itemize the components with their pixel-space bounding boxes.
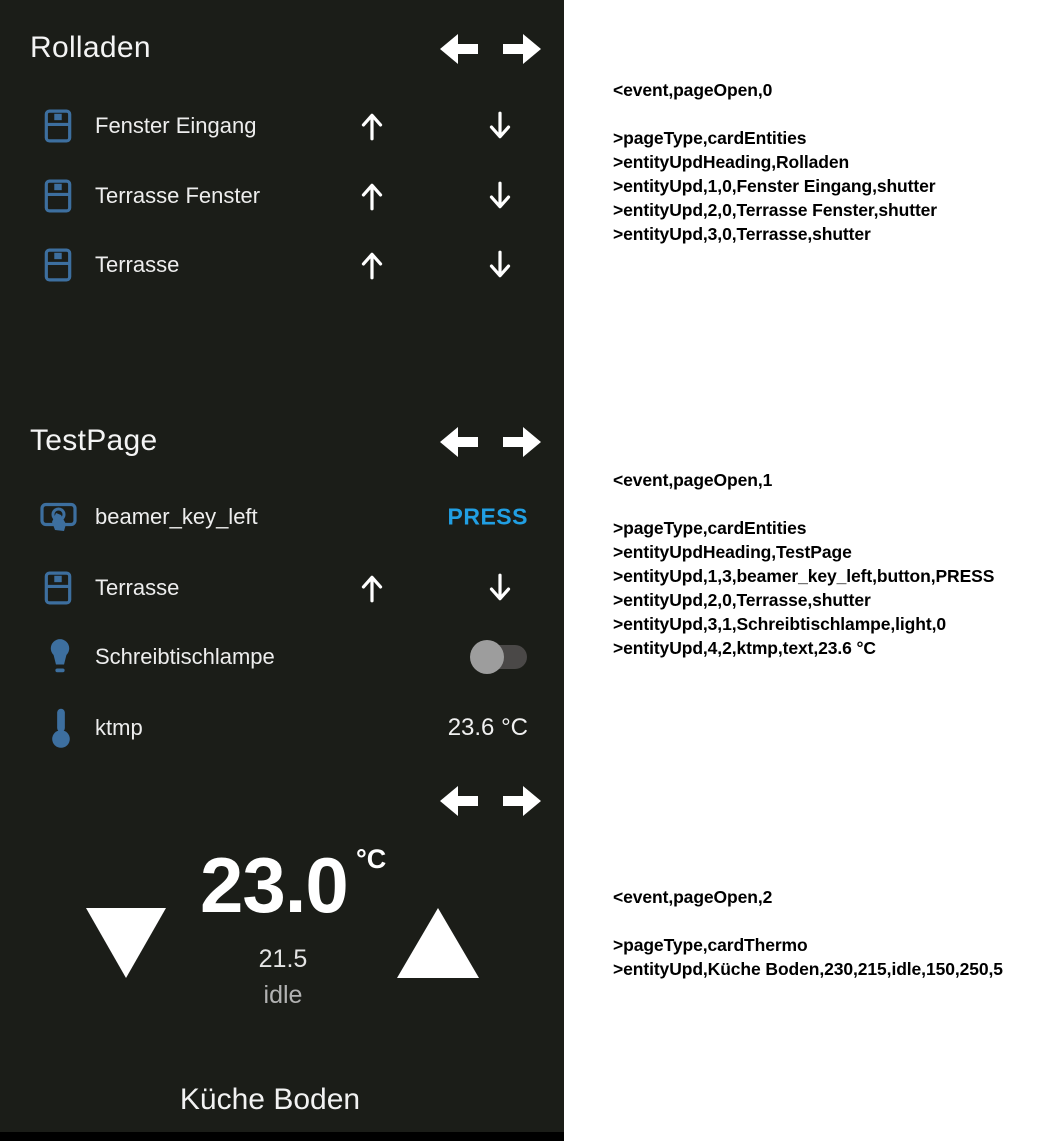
protocol-line: >entityUpd,2,0,Terrasse Fenster,shutter bbox=[613, 200, 938, 220]
tap-button-icon bbox=[40, 500, 77, 534]
shutter-down-button[interactable] bbox=[487, 110, 513, 142]
page-title: TestPage bbox=[30, 424, 158, 457]
shutter-icon bbox=[44, 179, 72, 213]
entity-row bbox=[0, 245, 564, 285]
triangle-down-icon bbox=[86, 908, 166, 978]
lightbulb-icon bbox=[46, 638, 74, 676]
entity-label: beamer_key_left bbox=[95, 504, 258, 529]
arrow-left-icon bbox=[440, 786, 478, 816]
shutter-up-button[interactable] bbox=[359, 572, 385, 604]
protocol-line: >entityUpd,1,0,Fenster Eingang,shutter bbox=[613, 176, 936, 196]
triangle-up-icon bbox=[397, 908, 479, 978]
temperature-unit: °C bbox=[356, 844, 387, 874]
shutter-down-button[interactable] bbox=[487, 572, 513, 604]
entity-label: Terrasse bbox=[95, 575, 180, 600]
protocol-line: >entityUpd,1,3,beamer_key_left,button,PRESS bbox=[613, 566, 995, 586]
shutter-up-button[interactable] bbox=[359, 249, 385, 281]
temp-down-button[interactable] bbox=[86, 908, 166, 978]
entity-label: ktmp bbox=[95, 715, 143, 740]
arrow-left-icon bbox=[440, 427, 478, 457]
shutter-up-button[interactable] bbox=[359, 180, 385, 212]
shutter-up-button[interactable] bbox=[359, 110, 385, 142]
press-button[interactable]: PRESS bbox=[447, 503, 528, 530]
arrow-right-icon bbox=[503, 427, 541, 457]
protocol-line: >pageType,cardThermo bbox=[613, 935, 808, 955]
panel-bottom-edge bbox=[0, 1132, 564, 1141]
arrow-up-icon bbox=[359, 572, 385, 604]
temperature-value: 23.6 °C bbox=[447, 714, 528, 741]
thermostat-name: Küche Boden bbox=[179, 1083, 361, 1116]
protocol-line: >entityUpd,4,2,ktmp,text,23.6 °C bbox=[613, 638, 876, 658]
arrow-left-icon bbox=[440, 34, 478, 64]
thermostat-status bbox=[203, 945, 363, 1010]
nav-right-arrow-button[interactable] bbox=[503, 34, 541, 64]
arrow-up-icon bbox=[359, 110, 385, 142]
protocol-block-page2 bbox=[613, 885, 1003, 981]
protocol-line: >entityUpdHeading,Rolladen bbox=[613, 152, 850, 172]
nav-left-arrow-button[interactable] bbox=[440, 786, 478, 816]
protocol-line: >pageType,cardEntities bbox=[613, 128, 807, 148]
entity-label: Terrasse bbox=[95, 252, 180, 277]
entity-label: Fenster Eingang bbox=[95, 113, 257, 138]
protocol-line: >entityUpdHeading,TestPage bbox=[613, 542, 852, 562]
protocol-event-line: <event,pageOpen,0 bbox=[613, 80, 773, 100]
nav-left-arrow-button[interactable] bbox=[440, 34, 478, 64]
shutter-down-button[interactable] bbox=[487, 249, 513, 281]
entity-row bbox=[0, 106, 564, 146]
entity-label: Schreibtischlampe bbox=[95, 644, 275, 669]
arrow-right-icon bbox=[503, 786, 541, 816]
nav-right-arrow-button[interactable] bbox=[503, 786, 541, 816]
protocol-block-page1 bbox=[613, 468, 994, 660]
entity-row bbox=[0, 176, 564, 216]
shutter-icon bbox=[44, 571, 72, 605]
protocol-line: >pageType,cardEntities bbox=[613, 518, 807, 538]
nav-right-arrow-button[interactable] bbox=[503, 427, 541, 457]
hvac-state: idle bbox=[263, 981, 303, 1009]
temp-up-button[interactable] bbox=[397, 908, 479, 978]
arrow-down-icon bbox=[487, 572, 513, 604]
shutter-down-button[interactable] bbox=[487, 180, 513, 212]
entity-row bbox=[0, 497, 564, 537]
light-toggle[interactable] bbox=[470, 640, 527, 674]
arrow-down-icon bbox=[487, 249, 513, 281]
entity-row bbox=[0, 708, 564, 748]
shutter-icon bbox=[44, 248, 72, 282]
toggle-knob bbox=[470, 640, 504, 674]
shutter-icon bbox=[44, 109, 72, 143]
arrow-up-icon bbox=[359, 249, 385, 281]
protocol-line: >entityUpd,3,0,Terrasse,shutter bbox=[613, 224, 871, 244]
entity-label: Terrasse Fenster bbox=[95, 183, 261, 208]
arrow-down-icon bbox=[487, 110, 513, 142]
page-title: Rolladen bbox=[30, 31, 151, 64]
protocol-event-line: <event,pageOpen,2 bbox=[613, 887, 773, 907]
protocol-line: >entityUpd,Küche Boden,230,215,idle,150,250,5 bbox=[613, 959, 1003, 979]
protocol-line: >entityUpd,3,1,Schreibtischlampe,light,0 bbox=[613, 614, 946, 634]
setpoint-temperature: 21.5 bbox=[258, 945, 308, 973]
thermometer-icon bbox=[50, 707, 72, 749]
arrow-down-icon bbox=[487, 180, 513, 212]
nav-left-arrow-button[interactable] bbox=[440, 427, 478, 457]
entity-row bbox=[0, 637, 564, 677]
current-temperature: 23.0 bbox=[200, 841, 348, 929]
protocol-line: >entityUpd,2,0,Terrasse,shutter bbox=[613, 590, 871, 610]
protocol-block-page0 bbox=[613, 78, 937, 246]
protocol-event-line: <event,pageOpen,1 bbox=[613, 470, 773, 490]
arrow-right-icon bbox=[503, 34, 541, 64]
entity-row bbox=[0, 568, 564, 608]
arrow-up-icon bbox=[359, 180, 385, 212]
